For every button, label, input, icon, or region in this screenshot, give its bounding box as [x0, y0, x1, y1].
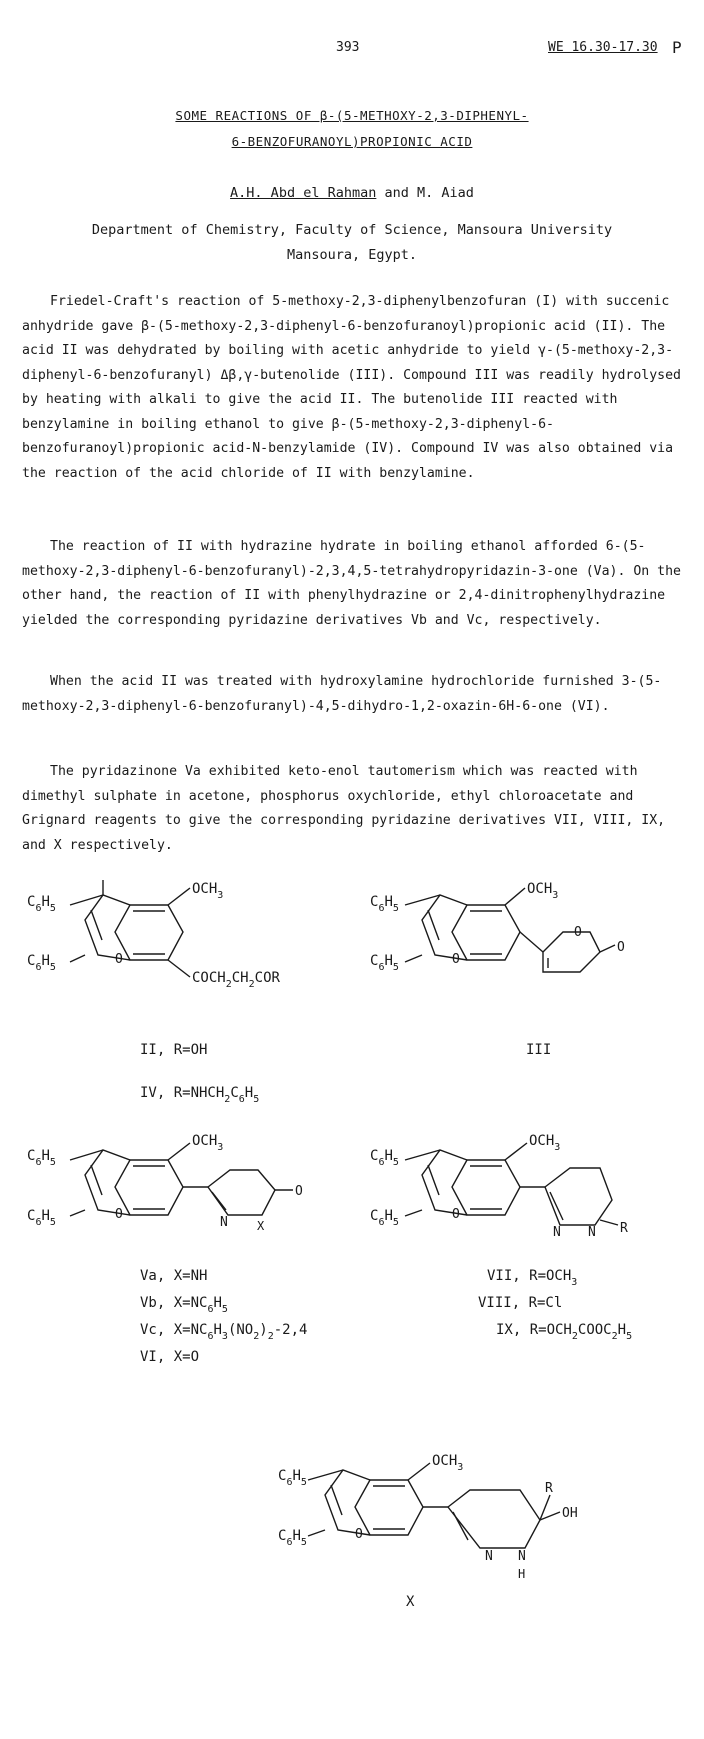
svg-text:O: O: [115, 952, 123, 967]
author-1: A.H. Abd el Rahman: [230, 185, 377, 201]
svg-text:C6H5: $C_6H_5$: [27, 894, 56, 914]
caption-VII: VII, $R=OCH_3$: [487, 1268, 578, 1288]
abstract-paragraph-1: Friedel-Craft's reaction of 5-methoxy-2,3-diphenylbenzofuran (I) with succenic anhydride gave β-(5-methoxy-2,3-diphenyl-6-benzofuranoyl)propionic acid (II). The acid II was dehydrated by boiling with acetic anhydride to yield γ-(5-methoxy-2,3-diphenyl-6-benzofuranyl) Δβ,γ-butenolide (III). Compound III was readily hydrolysed by heating with alkali to give the acid II. The butenolide III reacted with benzylamine in boiling ethanol to give β-(5-methoxy-2,3-diphenyl-6-benzofuranoyl)propionic acid-N-benzylamide (IV). Compound IV was also obtained via the reaction of the acid chloride of II with benzylamine.: [22, 294, 681, 481]
svg-text:N: N: [485, 1549, 493, 1564]
structure-V-VI: [70, 1143, 293, 1216]
svg-text:C6H5: $C_6H_5$: [27, 1148, 56, 1168]
svg-text:OCH3: $OCH_3$: [527, 881, 559, 901]
svg-text:O: O: [452, 1207, 460, 1222]
svg-text:OCH3: $OCH_3$: [432, 1453, 464, 1473]
structure-X: [308, 1463, 560, 1548]
structure-II-IV: [70, 880, 190, 977]
svg-text:O: O: [295, 1184, 303, 1199]
abstract-paragraph-3: When the acid II was treated with hydroxylamine hydrochloride furnished 3-(5-methoxy-2,3-diphenyl-6-benzofuranyl)-4,5-dihydro-1,2-oxazin-6H-6-one (VI).: [22, 674, 662, 714]
caption-II: II, R=OH: [140, 1042, 208, 1058]
svg-text:C6H5: $C_6H_5$: [370, 1208, 399, 1228]
caption-Vb: Vb, $X=NC_6H_5$: [140, 1295, 228, 1315]
affiliation-line1: Department of Chemistry, Faculty of Science, Mansoura University: [91, 222, 613, 238]
structure-VII-IX: [405, 1143, 618, 1225]
author-connector: and: [384, 185, 409, 201]
caption-IV: IV, $R=NHCH_2C_6H_5$: [140, 1085, 260, 1105]
svg-text:R: R: [545, 1481, 553, 1496]
svg-text:OCH3: $OCH_3$: [529, 1133, 561, 1153]
svg-text:C6H5: $C_6H_5$: [278, 1468, 307, 1488]
svg-text:N: N: [518, 1549, 526, 1564]
abstract-paragraph-4: The pyridazinone Va exhibited keto-enol tautomerism which was reacted with dimethyl sulphate in acetone, phosphorus oxychloride, ethyl chloroacetate and Grignard reagents to give the corresponding pyridazine derivatives VII, VIII, IX, and X respectively.: [22, 764, 666, 853]
caption-VIII: VIII, R=Cl: [478, 1295, 563, 1311]
svg-text:C6H5: $C_6H_5$: [27, 1208, 56, 1228]
svg-text:COCH2CH2COR: $COCH_2CH_2COR$: [192, 970, 280, 990]
svg-text:O: O: [617, 940, 625, 955]
svg-text:OCH3: $OCH_3$: [192, 1133, 224, 1153]
structure-III: [405, 888, 615, 972]
svg-text:X: X: [257, 1219, 265, 1233]
corner-mark: P: [672, 38, 682, 57]
caption-VI: VI, X=O: [140, 1349, 200, 1365]
svg-text:O: O: [574, 925, 582, 940]
affiliation-line2: Mansoura, Egypt.: [286, 247, 418, 263]
svg-text:N: N: [588, 1225, 596, 1240]
svg-text:O: O: [355, 1527, 363, 1542]
paper-title-line1: SOME REACTIONS OF β-(5-METHOXY-2,3-DIPHENYL-: [175, 108, 529, 123]
session-label: WE 16.30-17.30: [548, 40, 658, 55]
svg-text:C6H5: $C_6H_5$: [27, 953, 56, 973]
svg-text:C6H5: $C_6H_5$: [278, 1528, 307, 1548]
svg-text:N: N: [220, 1215, 228, 1230]
svg-text:C6H5: $C_6H_5$: [370, 953, 399, 973]
abstract-paragraph-2: The reaction of II with hydrazine hydrate in boiling ethanol afforded 6-(5-methoxy-2,3-diphenyl-6-benzofuranyl)-2,3,4,5-tetrahydropyridazin-3-one (Va). On the other hand, the reaction of II with phenylhydrazine or 2,4-dinitrophenylhydrazine yielded the corresponding pyridazine derivatives Vb and Vc, respectively.: [22, 539, 681, 628]
caption-Vc: Vc, $X=NC_6H_3(NO_2)_2-2,4$: [140, 1322, 308, 1342]
author-2: M. Aiad: [417, 185, 474, 201]
page-number: 393: [336, 40, 360, 55]
caption-Va: Va, X=NH: [140, 1268, 208, 1284]
svg-text:N: N: [553, 1225, 561, 1240]
caption-IX: IX, $R=OCH_2COOC_2H_5$: [496, 1322, 633, 1342]
svg-text:OCH3: $OCH_3$: [192, 881, 224, 901]
svg-text:OH: OH: [562, 1506, 578, 1521]
svg-text:H: H: [518, 1567, 526, 1581]
caption-X: X: [406, 1594, 415, 1610]
caption-III: III: [526, 1042, 552, 1058]
paper-title-line2: 6-BENZOFURANOYL)PROPIONIC ACID: [231, 134, 473, 149]
svg-text:C6H5: $C_6H_5$: [370, 894, 399, 914]
svg-text:R: R: [620, 1221, 628, 1236]
svg-text:O: O: [115, 1207, 123, 1222]
svg-text:C6H5: $C_6H_5$: [370, 1148, 399, 1168]
svg-text:O: O: [452, 952, 460, 967]
